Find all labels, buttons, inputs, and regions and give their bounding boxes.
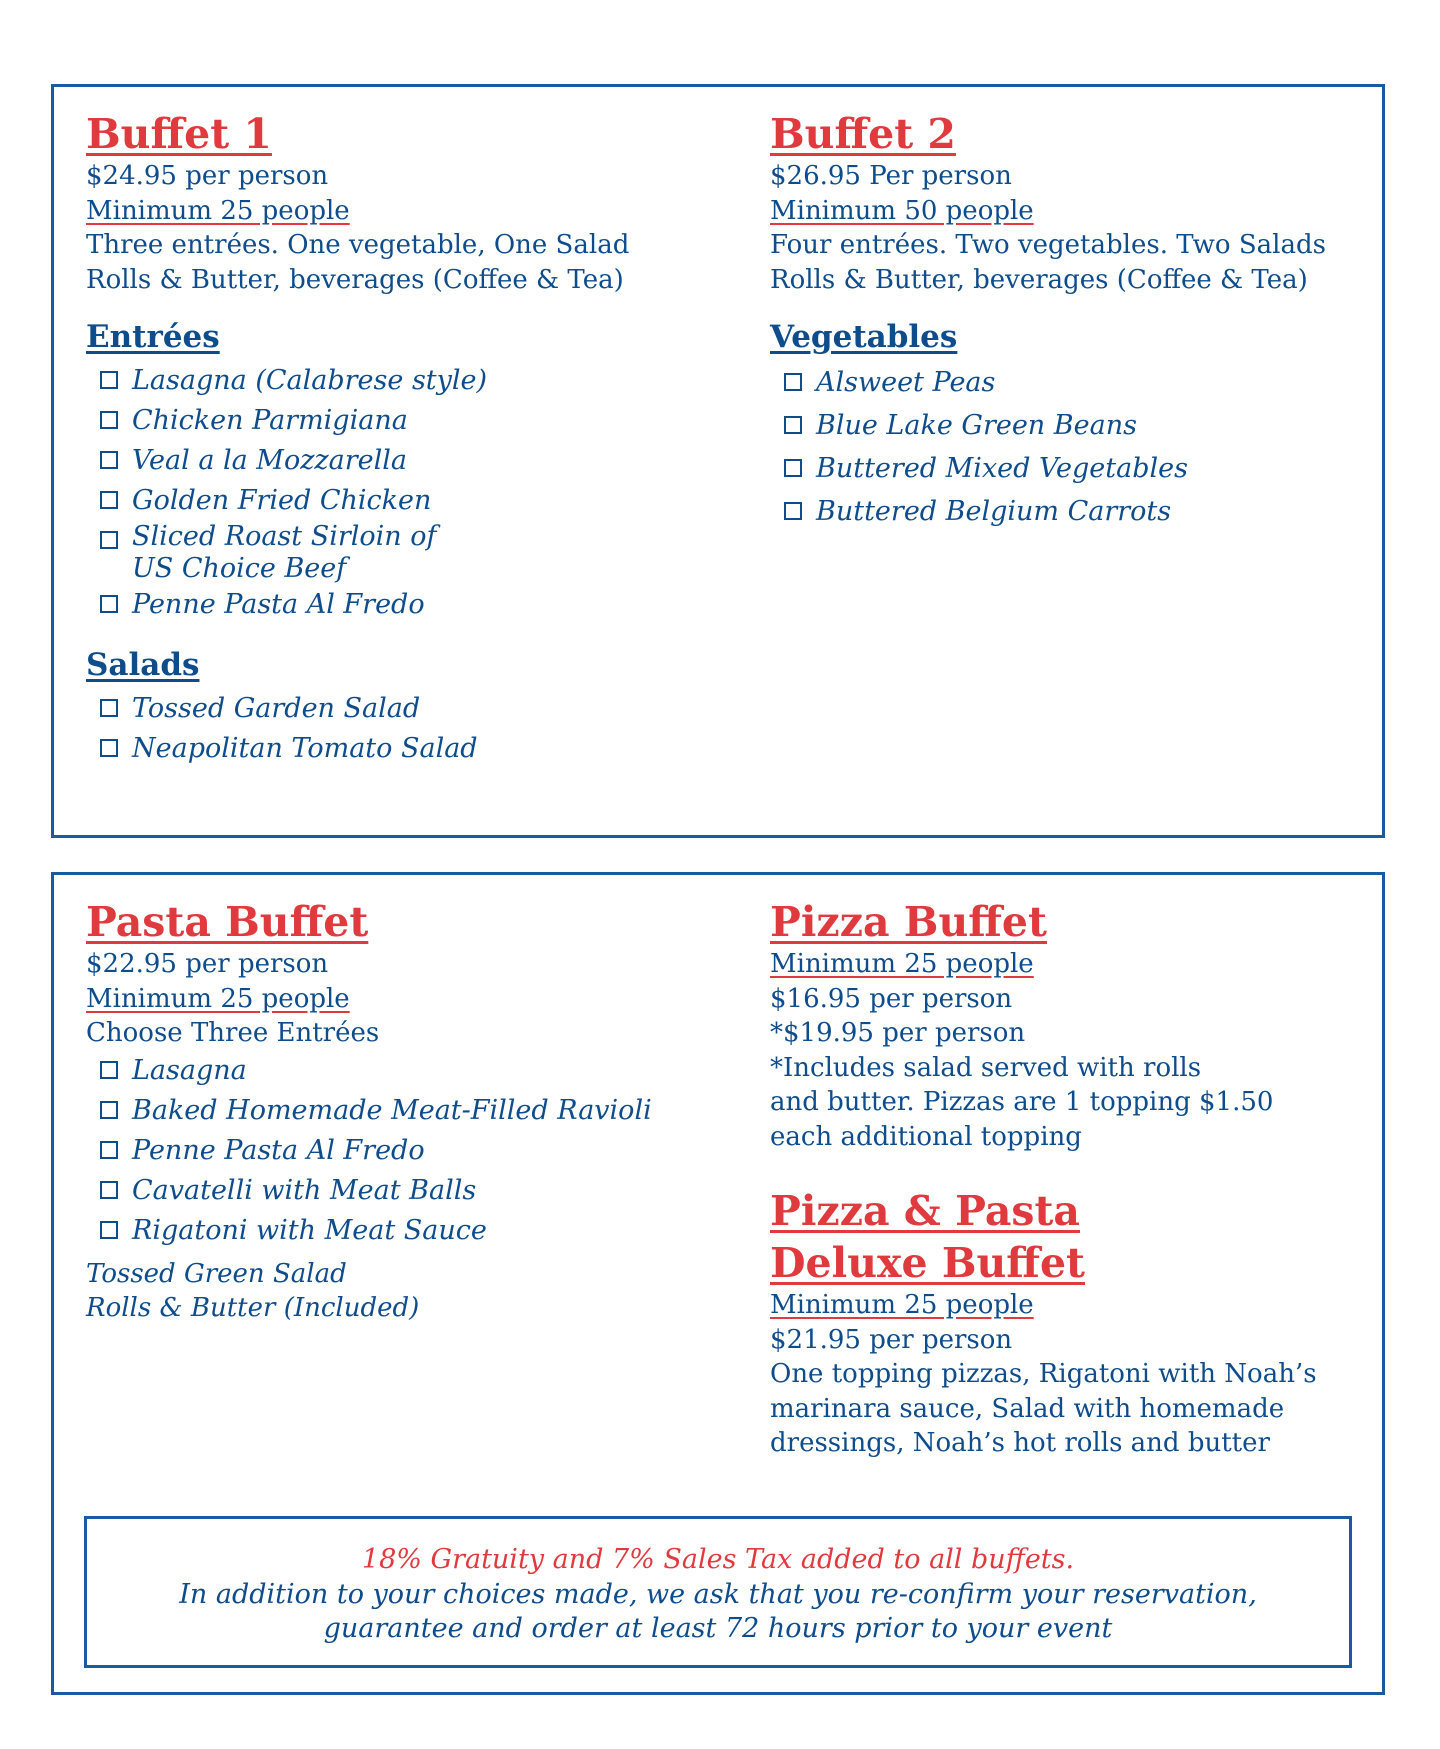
buffet-2-price: $26.95 Per person (770, 161, 1012, 191)
top-menu-box (51, 84, 1385, 838)
buffet-1-description: Three entrées. One vegetable, One Salad (86, 230, 630, 260)
list-item[interactable]: Blue Lake Green Beans (784, 404, 1370, 447)
reconfirm-notice: In addition to your choices made, we ask that you re-confirm your reservation, (179, 1578, 1257, 1610)
pasta-buffet-section (86, 897, 726, 1326)
buffet-2-minimum: Minimum 50 people (770, 195, 1034, 226)
list-item[interactable]: Baked Homemade Meat-Filled Ravioli (100, 1091, 726, 1131)
pasta-buffet-choose: Choose Three Entrées (86, 1018, 380, 1048)
list-item[interactable]: Neapolitan Tomato Salad (100, 729, 706, 769)
pasta-salad-note: Tossed Green Salad (86, 1258, 347, 1289)
pizza-buffet-note: each additional topping (770, 1121, 1082, 1152)
vegetables-heading: Vegetables (770, 319, 958, 355)
vegetables-list (770, 361, 1370, 533)
checkbox-icon[interactable] (100, 1181, 118, 1199)
list-item[interactable]: Tossed Garden Salad (100, 689, 706, 729)
checkbox-icon[interactable] (100, 451, 118, 469)
list-item[interactable]: Cavatelli with Meat Balls (100, 1171, 726, 1211)
buffet-2-section (770, 109, 1370, 533)
checkbox-icon[interactable] (100, 1141, 118, 1159)
checkbox-icon[interactable] (784, 416, 802, 434)
list-item[interactable]: Chicken Parmigiana (100, 401, 706, 441)
deluxe-buffet-price: $21.95 per person (770, 1324, 1013, 1355)
checkbox-icon[interactable] (784, 459, 802, 477)
checkbox-icon[interactable] (100, 1221, 118, 1239)
pizza-buffet-price: $16.95 per person (770, 983, 1013, 1014)
list-item[interactable]: Buttered Belgium Carrots (784, 490, 1370, 533)
pasta-entrees-list (86, 1051, 726, 1251)
buffet-2-includes: Rolls & Butter, beverages (Coffee & Tea) (770, 264, 1308, 295)
pizza-buffet-section (770, 897, 1370, 1461)
checkbox-icon[interactable] (100, 531, 118, 549)
list-item[interactable]: Sliced Roast Sirloin of US Choice Beef (100, 521, 706, 585)
buffet-1-section (86, 109, 706, 769)
list-item[interactable]: Alsweet Peas (784, 361, 1370, 404)
checkbox-icon[interactable] (100, 1061, 118, 1079)
list-item[interactable]: Penne Pasta Al Fredo (100, 585, 706, 625)
pizza-buffet-note: and butter. Pizzas are 1 topping $1.50 (770, 1087, 1274, 1117)
buffet-2-description: Four entrées. Two vegetables. Two Salads (770, 230, 1326, 260)
deluxe-buffet-description: One topping pizzas, Rigatoni with Noah’s (770, 1359, 1317, 1389)
pasta-buffet-price: $22.95 per person (86, 949, 329, 979)
checkbox-icon[interactable] (100, 1101, 118, 1119)
pizza-buffet-price-with-salad: *$19.95 per person (770, 1018, 1026, 1048)
checkbox-icon[interactable] (100, 371, 118, 389)
list-item[interactable]: Rigatoni with Meat Sauce (100, 1211, 726, 1251)
footer-note-box (84, 1516, 1352, 1668)
list-item[interactable]: Golden Fried Chicken (100, 481, 706, 521)
salads-list (86, 689, 706, 769)
list-item[interactable]: Penne Pasta Al Fredo (100, 1131, 726, 1171)
buffet-1-minimum: Minimum 25 people (86, 195, 350, 226)
list-item[interactable]: Lasagna (100, 1051, 726, 1091)
entrees-heading: Entrées (86, 319, 220, 355)
checkbox-icon[interactable] (100, 491, 118, 509)
checkbox-icon[interactable] (100, 595, 118, 613)
list-item[interactable]: Veal a la Mozzarella (100, 441, 706, 481)
buffet-2-title: Buffet 2 (770, 110, 956, 158)
entrees-list (86, 361, 706, 625)
list-item[interactable]: Buttered Mixed Vegetables (784, 447, 1370, 490)
gratuity-notice: 18% Gratuity and 7% Sales Tax added to all buffets. (361, 1544, 1075, 1575)
checkbox-icon[interactable] (784, 373, 802, 391)
buffet-1-title: Buffet 1 (86, 110, 272, 158)
list-item[interactable]: Lasagna (Calabrese style) (100, 361, 706, 401)
buffet-1-includes: Rolls & Butter, beverages (Coffee & Tea) (86, 264, 624, 295)
pizza-buffet-minimum: Minimum 25 people (770, 949, 1034, 979)
checkbox-icon[interactable] (100, 699, 118, 717)
pizza-buffet-note: *Includes salad served with rolls (770, 1052, 1202, 1083)
deluxe-buffet-description: dressings, Noah’s hot rolls and butter (770, 1428, 1270, 1458)
pasta-buffet-minimum: Minimum 25 people (86, 983, 350, 1014)
pasta-rolls-note: Rolls & Butter (Included) (86, 1293, 420, 1323)
deluxe-buffet-description: marinara sauce, Salad with homemade (770, 1393, 1285, 1424)
deluxe-buffet-minimum: Minimum 25 people (770, 1290, 1034, 1320)
checkbox-icon[interactable] (784, 502, 802, 520)
deluxe-buffet-title: Pizza & Pasta (770, 1187, 1080, 1235)
pizza-buffet-title: Pizza Buffet (770, 898, 1047, 946)
deluxe-buffet-section (770, 1186, 1370, 1461)
pasta-buffet-title: Pasta Buffet (86, 898, 369, 946)
checkbox-icon[interactable] (100, 739, 118, 757)
deluxe-buffet-title: Deluxe Buffet (770, 1239, 1085, 1287)
buffet-1-price: $24.95 per person (86, 161, 329, 191)
salads-heading: Salads (86, 647, 200, 683)
reconfirm-notice: guarantee and order at least 72 hours prior to your event (323, 1613, 1113, 1644)
checkbox-icon[interactable] (100, 411, 118, 429)
